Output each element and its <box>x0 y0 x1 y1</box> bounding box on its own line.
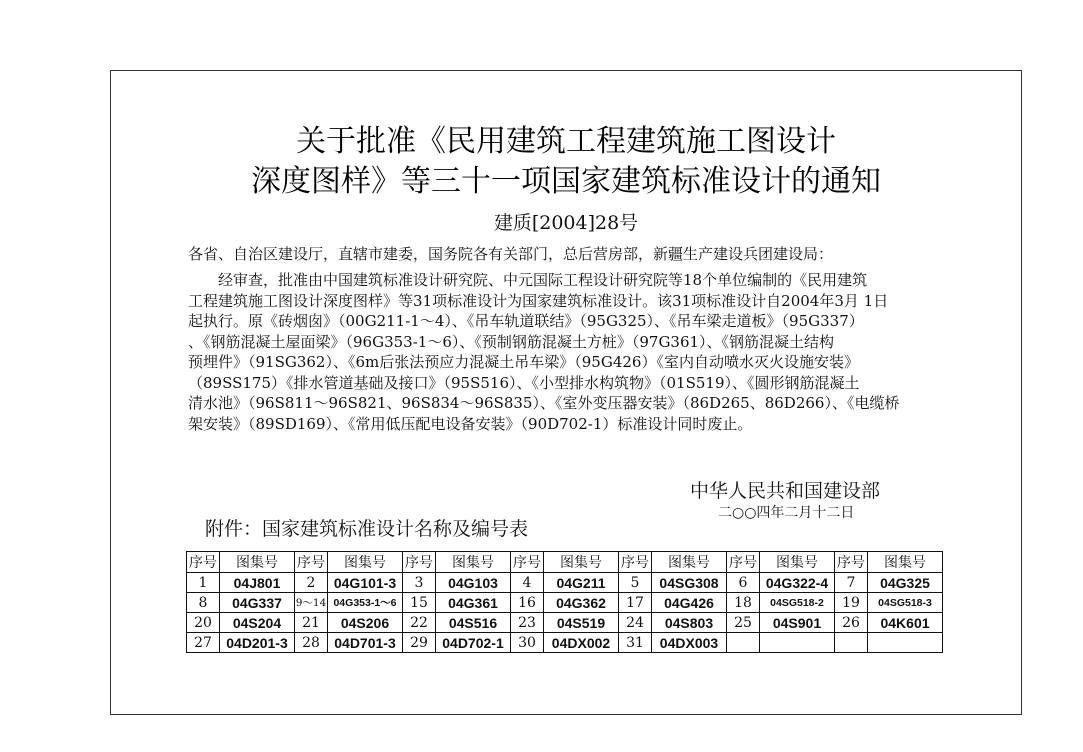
addressee-line: 各省、自治区建设厅，直辖市建委，国务院各有关部门，总后营房部，新疆生产建设兵团建设局： <box>188 245 834 263</box>
table-cell-code: 04D201-3 <box>220 633 295 653</box>
header-cell-number: 序号 <box>403 552 436 573</box>
table-cell-code: 04G426 <box>652 593 727 613</box>
table-cell-code: 04S803 <box>652 613 727 633</box>
header-cell-code: 图集号 <box>220 552 295 573</box>
table-cell-code: 04G322-4 <box>760 573 835 593</box>
table-cell-code: 04SG308 <box>652 573 727 593</box>
table-cell-code: 04G325 <box>868 573 943 593</box>
table-cell-number: 26 <box>835 613 868 633</box>
header-cell-number: 序号 <box>727 552 760 573</box>
body-line: 起执行。原《砖烟囱》（00G211-1～4）、《吊车轨道联结》（95G325）、《吊车梁走道板》（95G337） <box>188 312 864 330</box>
table-cell-code: 04S901 <box>760 613 835 633</box>
notice-body <box>188 270 960 434</box>
table-cell-number: 18 <box>727 593 760 613</box>
table-row <box>187 633 943 653</box>
notice-title-line-2: 深度图样》等三十一项国家建筑标准设计的通知 <box>251 164 881 199</box>
header-cell-code: 图集号 <box>544 552 619 573</box>
table-cell-number: 4 <box>511 573 544 593</box>
table-cell-number: 8 <box>187 593 220 613</box>
table-cell-number: 23 <box>511 613 544 633</box>
header-cell-code: 图集号 <box>868 552 943 573</box>
table-cell-number: 21 <box>295 613 328 633</box>
table-cell-number: 7 <box>835 573 868 593</box>
attachment-title: 附件：国家建筑标准设计名称及编号表 <box>205 518 529 540</box>
body-line: 、《钢筋混凝土屋面梁》（96G353-1～6）、《预制钢筋混凝土方桩》（97G361）、《钢筋混凝土结构 <box>188 332 835 351</box>
table-row <box>187 613 943 633</box>
table-cell-code: 04S516 <box>436 613 511 633</box>
table-cell-code: 04G362 <box>544 593 619 613</box>
table-cell-code: 04G103 <box>436 573 511 593</box>
header-cell-code: 图集号 <box>436 552 511 573</box>
header-cell-number: 序号 <box>511 552 544 573</box>
table-cell-number: 6 <box>727 573 760 593</box>
table-cell-number: 15 <box>403 593 436 613</box>
notice-title-line-1: 关于批准《民用建筑工程建筑施工图设计 <box>296 124 836 159</box>
body-line: 架安装》（89SD169）、《常用低压配电设备安装》（90D702-1）标准设计同时废止。 <box>188 414 753 433</box>
table-cell-number <box>727 633 760 653</box>
table-cell-code: 04DX003 <box>652 633 727 653</box>
body-line: 预埋件》（91SG362）、《6m后张法预应力混凝土吊车梁》（95G426）《室内自动喷水灭火设施安装》 <box>188 353 859 371</box>
body-line: 清水池》（96S811～96S821、96S834～96S835）、《室外变压器安装》（86D265、86D266）、《电缆桥 <box>188 394 900 412</box>
signature-date: 二○○四年二月十二日 <box>718 505 855 521</box>
table-cell-number: 16 <box>511 593 544 613</box>
table-cell-code: 04SG518-3 <box>868 593 943 613</box>
table-cell-code: 04G101-3 <box>328 573 403 593</box>
header-cell-code: 图集号 <box>652 552 727 573</box>
table-cell-code <box>868 633 943 653</box>
header-cell-number: 序号 <box>619 552 652 573</box>
table-cell-number: 31 <box>619 633 652 653</box>
header-cell-number: 序号 <box>187 552 220 573</box>
table-cell-number: 22 <box>403 613 436 633</box>
table-cell-code: 04G337 <box>220 593 295 613</box>
table-cell-number: 9～14 <box>295 593 328 613</box>
header-cell-code: 图集号 <box>328 552 403 573</box>
table-cell-code: 04G211 <box>544 573 619 593</box>
header-cell-number: 序号 <box>835 552 868 573</box>
table-cell-code: 04S204 <box>220 613 295 633</box>
table-cell-number: 19 <box>835 593 868 613</box>
table-cell-code: 04K601 <box>868 613 943 633</box>
table-cell-number: 5 <box>619 573 652 593</box>
table-cell-code: 04G353-1～6 <box>328 593 403 613</box>
table-cell-number: 20 <box>187 613 220 633</box>
standards-table <box>186 551 943 653</box>
table-cell-code: 04DX002 <box>544 633 619 653</box>
table-cell-code: 04S206 <box>328 613 403 633</box>
table-cell-code: 04D701-3 <box>328 633 403 653</box>
table-cell-number: 3 <box>403 573 436 593</box>
table-cell-number: 25 <box>727 613 760 633</box>
body-line: 工程建筑施工图设计深度图样》等31项标准设计为国家建筑标准设计。该31项标准设计自2004年3月 1日 <box>188 291 889 310</box>
table-cell-number <box>835 633 868 653</box>
table-cell-number: 2 <box>295 573 328 593</box>
table-cell-code <box>760 633 835 653</box>
body-line: （89SS175）《排水管道基础及接口》（95S516）、《小型排水构筑物》（01S519）、《圆形钢筋混凝土 <box>188 373 860 392</box>
table-cell-code: 04S519 <box>544 613 619 633</box>
table-cell-code: 04J801 <box>220 573 295 593</box>
table-cell-number: 1 <box>187 573 220 593</box>
header-cell-code: 图集号 <box>760 552 835 573</box>
body-line: 经审查，批准由中国建筑标准设计研究院、中元国际工程设计研究院等18个单位编制的《民用建筑 <box>188 271 868 289</box>
signer-organization: 中华人民共和国建设部 <box>690 480 881 502</box>
table-cell-number: 30 <box>511 633 544 653</box>
table-cell-code: 04D702-1 <box>436 633 511 653</box>
table-cell-number: 24 <box>619 613 652 633</box>
header-cell-number: 序号 <box>295 552 328 573</box>
table-row <box>187 573 943 593</box>
table-row <box>187 593 943 613</box>
table-cell-number: 29 <box>403 633 436 653</box>
table-cell-number: 17 <box>619 593 652 613</box>
table-cell-number: 28 <box>295 633 328 653</box>
table-cell-number: 27 <box>187 633 220 653</box>
document-number: 建质[2004]28号 <box>493 212 639 234</box>
table-cell-code: 04G361 <box>436 593 511 613</box>
table-cell-code: 04SG518-2 <box>760 593 835 613</box>
table-header-row <box>187 552 943 573</box>
